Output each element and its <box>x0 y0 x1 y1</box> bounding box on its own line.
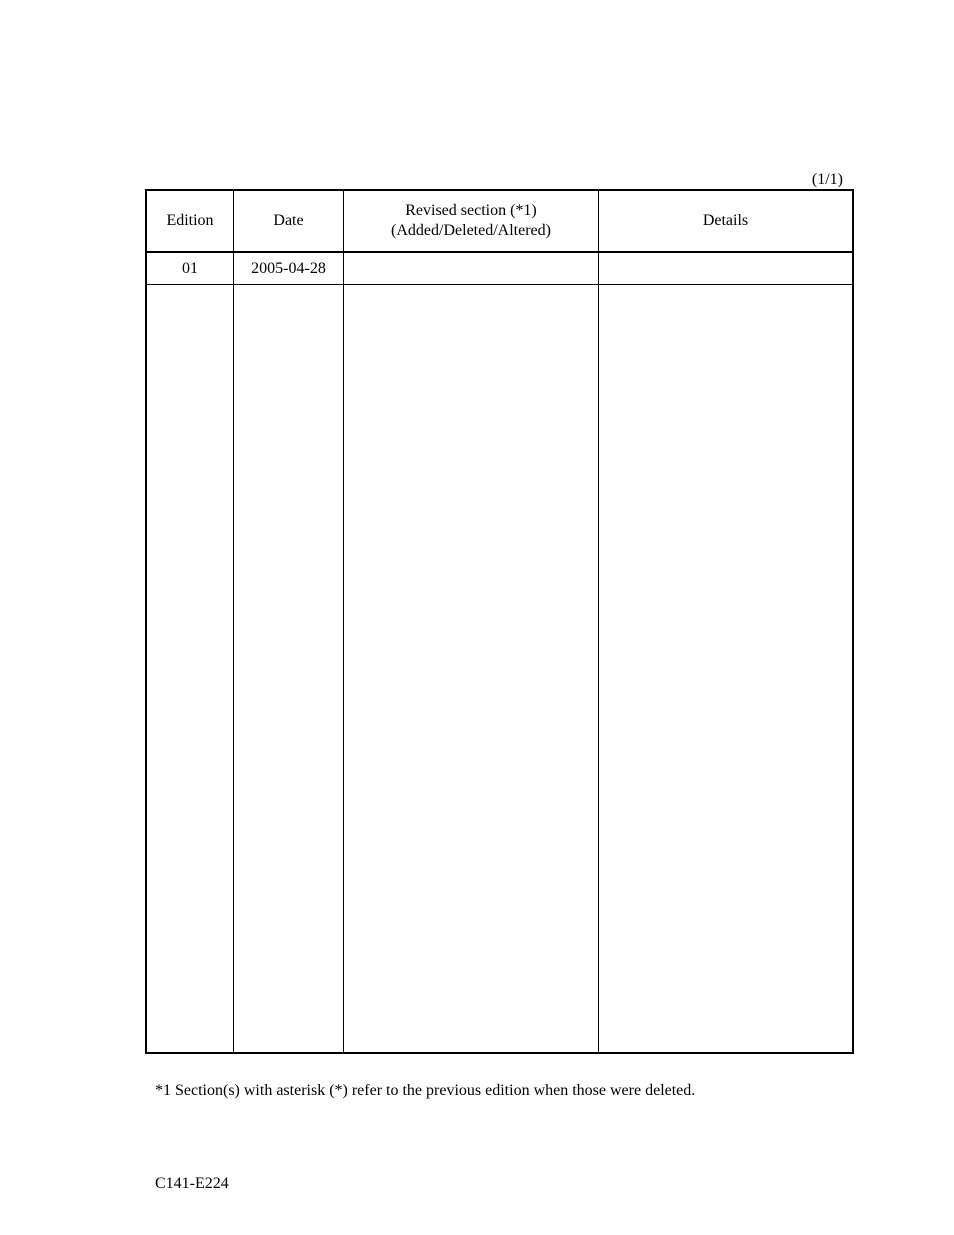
revision-history-table <box>145 189 854 1054</box>
header-details: Details <box>702 212 749 229</box>
document-code: C141-E224 <box>155 1175 229 1192</box>
table-header-row <box>147 191 852 253</box>
header-revised-section-line2: (Added/Deleted/Altered) <box>391 222 551 239</box>
cell-details <box>599 253 852 284</box>
column-divider <box>598 191 599 1052</box>
header-edition: Edition <box>166 212 214 229</box>
column-divider <box>233 191 234 1052</box>
column-divider <box>343 191 344 1052</box>
cell-edition: 01 <box>182 259 198 277</box>
header-revised-section-line1: Revised section (*1) <box>405 202 537 219</box>
table-row <box>147 253 852 285</box>
cell-date: 2005-04-28 <box>251 259 326 277</box>
cell-revised-section <box>344 253 598 284</box>
header-date: Date <box>273 212 304 229</box>
header-revised-section <box>344 191 598 251</box>
page-counter: (1/1) <box>811 171 843 188</box>
footnote: *1 Section(s) with asterisk (*) refer to the previous edition when those were deleted. <box>155 1082 696 1099</box>
